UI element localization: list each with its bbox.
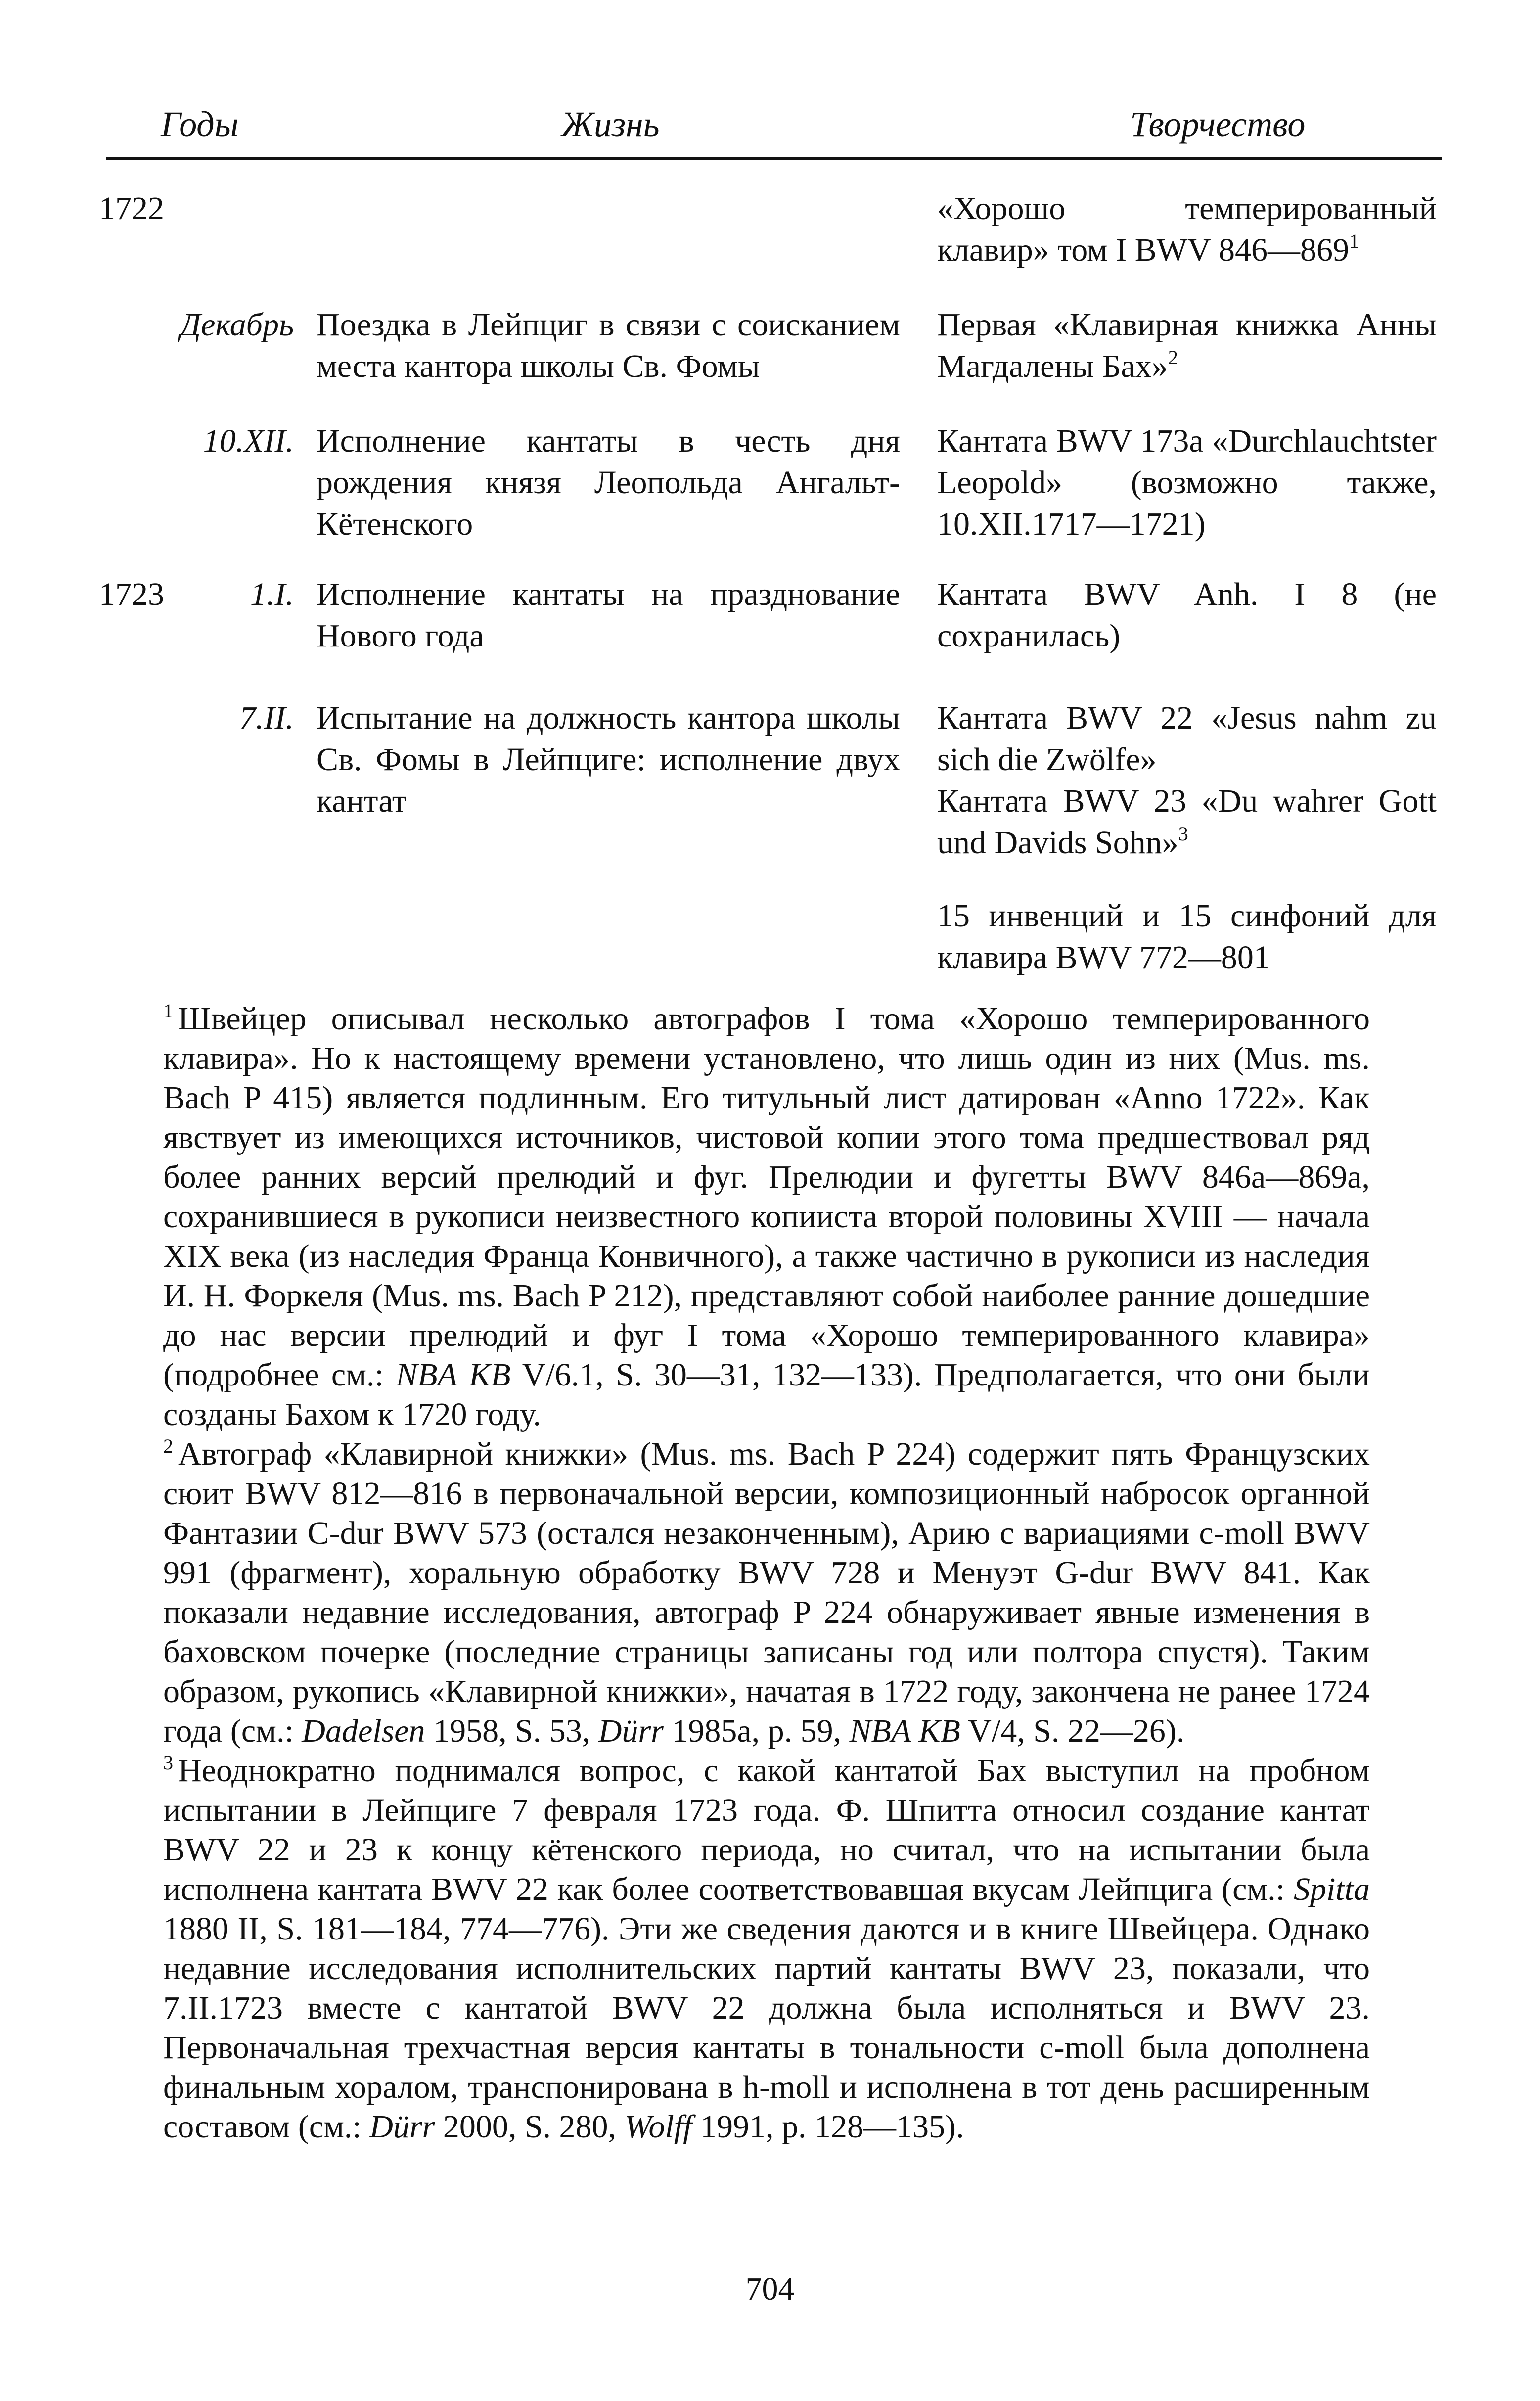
row-works [937,697,1437,864]
row-date: Декабрь [180,307,294,343]
work-entry: Кантата BWV 23 «Du wahrer Gott und Davids Sohn»$^3$ [937,783,1437,861]
row-year: 1722 [99,190,164,227]
footnote-ref: 2 [1168,346,1178,369]
header-rule [106,157,1442,160]
page-number: 704 [745,2271,795,2307]
header-works: Творчество [1130,104,1306,144]
row-life: Исполнение кантаты на празднование Нового года [317,576,900,654]
header-life: Жизнь [561,104,660,144]
work-entry: Кантата BWV 173a «Durchlauchtster Leopold» (возможно также, 10.XII.1717—1721) [937,423,1437,542]
footnote-ref: 1 [1349,230,1359,252]
work-entry: 15 инвенций и 15 синфоний для клавира BWV 772—801 [937,898,1437,975]
footnote: $^1$ Швейцер описывал несколько автографов I тома «Хорошо темперированного клавира». Но к настоящему времени установлено, что лишь один из них (Mus. ms. Bach P 415) является подлинным. Его титульный лист датирован «Anno 1722». Как явствует из имеющихся источников, чистовой копии этого тома предшествовал ряд более ранних версий прелюдий и фуг. Прелюдии и фугетты BWV 846a—869a, сохранившиеся в рукописи неизвестного копииста второй половины XVIII — начала XIX века (из наследия Франца Конвичного), а также частично в рукописи из наследия И. Н. Форкеля (Mus. ms. Bach P 212), представляют собой наиболее ранние дошедшие до нас версии прелюдий и фуг I тома «Хорошо темперированного клавира» (подробнее см.: NBA KB V/6.1, S. 30—31, 132—133). Предполагается, что они были созданы Бахом к 1720 году. [163,1000,1370,1432]
row-date: 1.I. [250,576,294,612]
row-life: Испытание на должность кантора школы Св. Фомы в Лейпциге: исполнение двух кантат [317,700,900,819]
work-entry: Кантата BWV Anh. I 8 (не сохранилась) [937,576,1437,654]
row-life: Поездка в Лейпциг в связи с соисканием места кантора школы Св. Фомы [317,307,900,384]
row-year: 1723 [99,576,164,612]
footnote: $^2$ Автограф «Клавирной книжки» (Mus. ms. Bach P 224) содержит пять Французских сюит BWV 812—816 в первоначальной версии, композиционный набросок органной Фантазии C-dur BWV 573 (остался незаконченным), Арию с вариациями c-moll BWV 991 (фрагмент), хоральную обработку BWV 728 и Менуэт G-dur BWV 841. Как показали недавние исследования, автограф P 224 обнаруживает явные изменения в баховском почерке (последние страницы записаны год или полтора спустя). Таким образом, рукопись «Клавирной книжки», начатая в 1722 году, закончена не ранее 1724 года (см.: Dadelsen 1958, S. 53, Dürr 1985a, p. 59, NBA KB V/4, S. 22—26). [163,1435,1370,1749]
row-date: 7.II. [239,700,294,736]
row-date: 10.XII. [203,423,294,459]
row-works [937,895,1437,978]
header-years: Годы [161,104,239,144]
work-entry: Кантата BWV 22 «Jesus nahm zu sich die Zwölfe» [937,700,1437,778]
work-entry: «Хорошо темперированный клавир» том I BWV $846—869^1$ [937,190,1437,268]
row-works [937,574,1437,657]
footnote: $^3$ Неоднократно поднимался вопрос, с какой кантатой Бах выступил на пробном испытании в Лейпциге 7 февраля 1723 года. Ф. Шпитта относил создание кантат BWV 22 и 23 к концу кётенского периода, но считал, что на испытании была исполнена кантата BWV 22 как более соответствовавшая вкусам Лейпцига (см.: Spitta 1880 II, S. 181—184, 774—776). Эти же сведения даются и в книге Швейцера. Однако недавние исследования исполнительских партий кантаты BWV 23, показали, что 7.II.1723 вместе с кантатой BWV 22 должна была исполняться и BWV 23. Первоначальная трехчастная версия кантаты в тональности c-moll была дополнена финальным хоралом, транспонирована в h-moll и исполнена в тот день расширенным составом (см.: Dürr 2000, S. 280, Wolff 1991, p. 128—135). [163,1752,1370,2145]
row-works [937,188,1437,271]
row-works [937,420,1437,545]
table-header [106,94,1442,153]
row-life: Исполнение кантаты в честь дня рождения князя Леопольда Ангальт-Кётенского [317,423,900,542]
work-entry: Первая «Клавирная книжка Анны Магдалены Бах»$^2$ [937,307,1437,384]
footnote-ref: 3 [1178,823,1188,845]
footnotes [163,999,1370,2147]
row-works [937,304,1437,387]
